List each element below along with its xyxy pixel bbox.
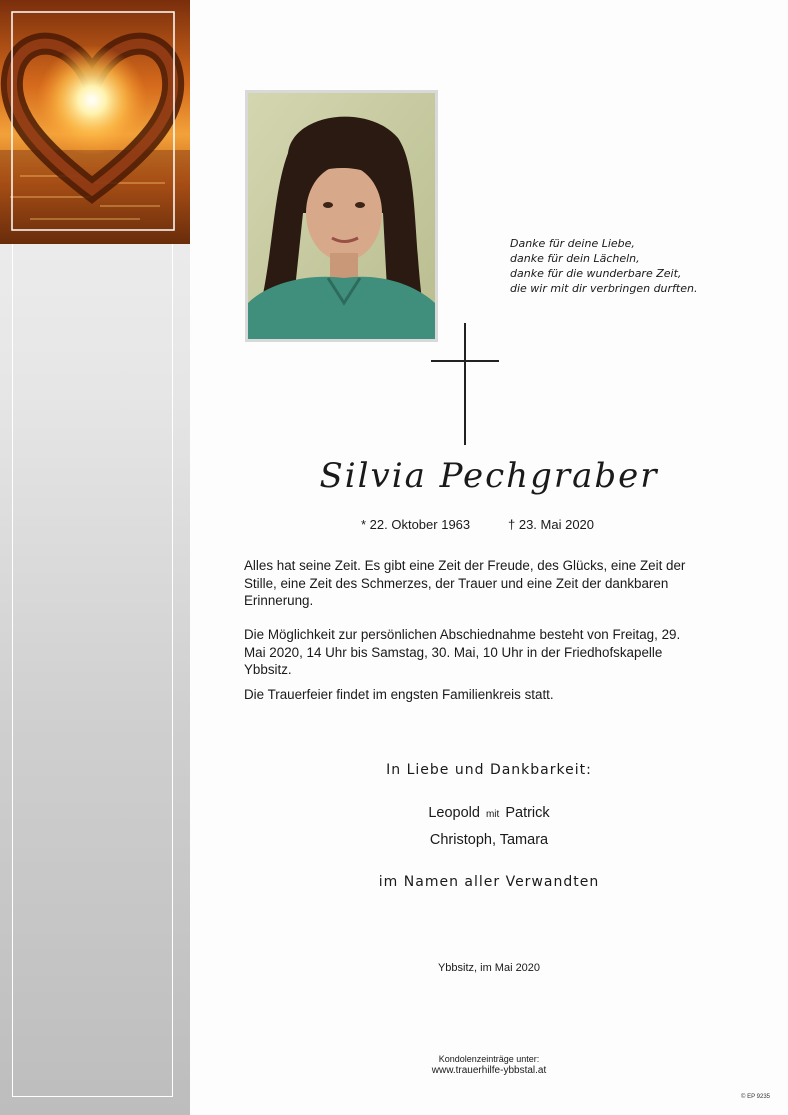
family-member-leopold: Leopold [428, 805, 480, 821]
poem [510, 236, 750, 296]
poem-line: Danke für deine Liebe, [510, 237, 635, 250]
condolence-label: Kondolenzeinträge unter: [438, 1054, 540, 1064]
heart-hands-sunset-image [0, 0, 190, 244]
place-date: Ybbsitz, im Mai 2020 [437, 962, 541, 974]
love-gratitude-text: In Liebe und Dankbarkeit: [386, 762, 592, 778]
with-word: mit [485, 809, 500, 820]
document-code: © EP 9235 [741, 1094, 770, 1100]
cross-icon [430, 323, 500, 445]
condolence-url[interactable]: www.trauerhilfe-ybbstal.at [431, 1065, 547, 1076]
poem-line: danke für die wunderbare Zeit, [510, 267, 682, 280]
paragraph-ceremony: Die Trauerfeier findet im engsten Familienkreis statt. [244, 687, 554, 702]
poem-line: danke für dein Lächeln, [510, 252, 640, 265]
deceased-name: Silvia Pechgraber [319, 456, 659, 496]
family-line-1 [190, 805, 788, 821]
paragraph-farewell: Die Möglichkeit zur persönlichen Abschiednahme besteht von Freitag, 29. Mai 2020, 14 Uhr bis Samstag, 30. Mai, 10 Uhr in der Friedhofskapelle Ybbsitz. [244, 627, 681, 677]
family-line-2: Christoph, Tamara [429, 832, 549, 848]
condolence-info [190, 1053, 788, 1077]
portrait-photo [245, 90, 438, 342]
poem-line: die wir mit dir verbringen durften. [510, 282, 698, 295]
birth-date: * 22. Oktober 1963 [361, 517, 471, 532]
family-member-patrick: Patrick [505, 805, 550, 821]
death-date: † 23. Mai 2020 [508, 517, 595, 532]
relatives-text: im Namen aller Verwandten [378, 874, 600, 890]
paragraph-time: Alles hat seine Zeit. Es gibt eine Zeit der Freude, des Glücks, eine Zeit der Stille, eine Zeit des Schmerzes, der Trauer und eine Zeit der dankbaren Erinnerung. [244, 558, 686, 608]
